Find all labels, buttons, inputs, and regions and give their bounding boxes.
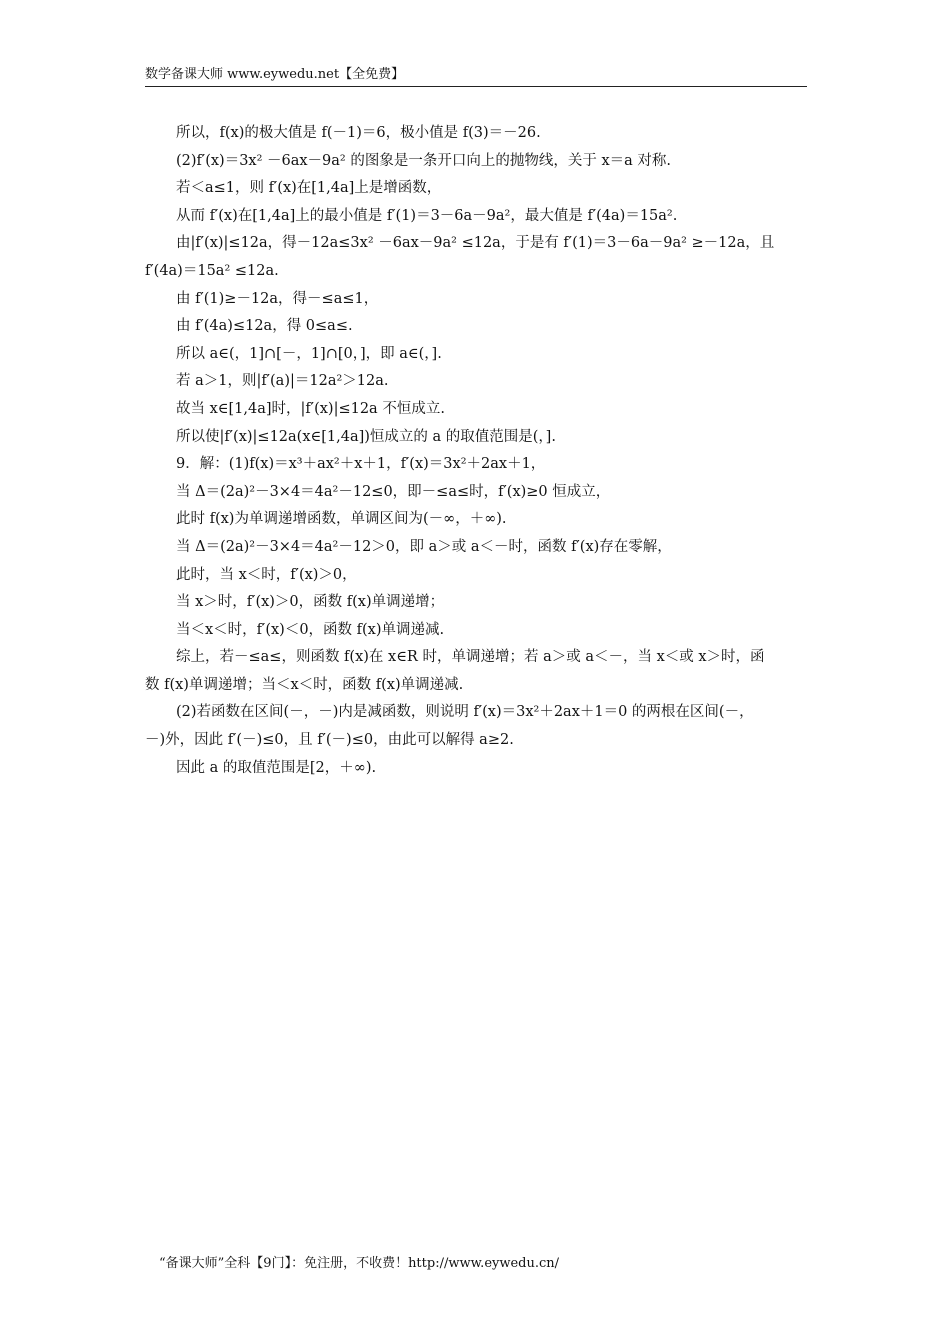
text-line: 从而 f′(x)在[1,4a]上的最小值是 f′(1)＝3－6a－9a²，最大值是 f′(4a)＝15a². <box>176 207 678 224</box>
page-footer: “备课大师”全科【9门】：免注册，不收费！http://www.eywedu.cn/ <box>159 1256 560 1271</box>
text-line: (2)f′(x)＝3x² －6ax－9a² 的图象是一条开口向上的抛物线，关于 x＝a 对称. <box>176 152 672 169</box>
text-line: (2)若函数在区间(－，－)内是减函数，则说明 f′(x)＝3x²＋2ax＋1＝0 的两根在区间(－， <box>176 704 754 721</box>
text-line: 由 f′(4a)≤12a，得 0≤a≤. <box>176 318 353 335</box>
solution-text <box>145 120 807 782</box>
text-line: 由 f′(1)≥－12a，得－≤a≤1， <box>176 290 379 307</box>
text-line: 所以使|f′(x)|≤12a(x∈[1,4a])恒成立的 a 的取值范围是(，]. <box>176 428 556 445</box>
text-line: 9．解：(1)f(x)＝x³＋ax²＋x＋1，f′(x)＝3x²＋2ax＋1， <box>176 456 546 473</box>
text-line: 综上，若－≤a≤，则函数 f(x)在 x∈R 时，单调递增；若 a＞或 a＜－，当 x＜或 x＞时，函 <box>176 649 765 666</box>
text-line: 数 f(x)单调递增；当＜x＜时，函数 f(x)单调递减. <box>145 676 464 693</box>
text-line: 所以，f(x)的极大值是 f(－1)＝6，极小值是 f(3)＝－26. <box>176 125 541 141</box>
text-line: 若 a＞1，则|f′(a)|＝12a²＞12a. <box>176 373 389 390</box>
text-line: 若＜a≤1，则 f′(x)在[1,4a]上是增函数， <box>176 180 442 197</box>
text-line: 故当 x∈[1,4a]时，|f′(x)|≤12a 不恒成立. <box>176 400 445 417</box>
text-line: 当＜x＜时，f′(x)＜0，函数 f(x)单调递减. <box>176 621 445 638</box>
text-line: 所以 a∈(，1]∩[－，1]∩[0，]，即 a∈(，]. <box>176 345 442 362</box>
page-header: 数学备课大师 www.eywedu.net【全免费】 <box>145 66 807 87</box>
text-line: f′(4a)＝15a² ≤12a. <box>145 262 279 279</box>
text-line: 当 Δ＝(2a)²－3×4＝4a²－12≤0，即－≤a≤时，f′(x)≥0 恒成立， <box>176 483 611 500</box>
text-line: 此时 f(x)为单调递增函数，单调区间为(－∞，＋∞). <box>176 511 507 528</box>
text-line: －)外，因此 f′(－)≤0，且 f′(－)≤0，由此可以解得 a≥2. <box>145 732 514 749</box>
text-line: 当 x＞时，f′(x)＞0，函数 f(x)单调递增； <box>176 594 445 611</box>
text-line: 因此 a 的取值范围是[2，＋∞). <box>176 759 377 776</box>
text-line: 由|f′(x)|≤12a，得－12a≤3x² －6ax－9a² ≤12a，于是有 f′(1)＝3－6a－9a² ≥－12a，且 <box>176 235 775 252</box>
text-line: 此时，当 x＜时，f′(x)＞0， <box>176 566 357 583</box>
text-line: 当 Δ＝(2a)²－3×4＝4a²－12＞0，即 a＞或 a＜－时，函数 f′(x)存在零解， <box>176 538 672 555</box>
